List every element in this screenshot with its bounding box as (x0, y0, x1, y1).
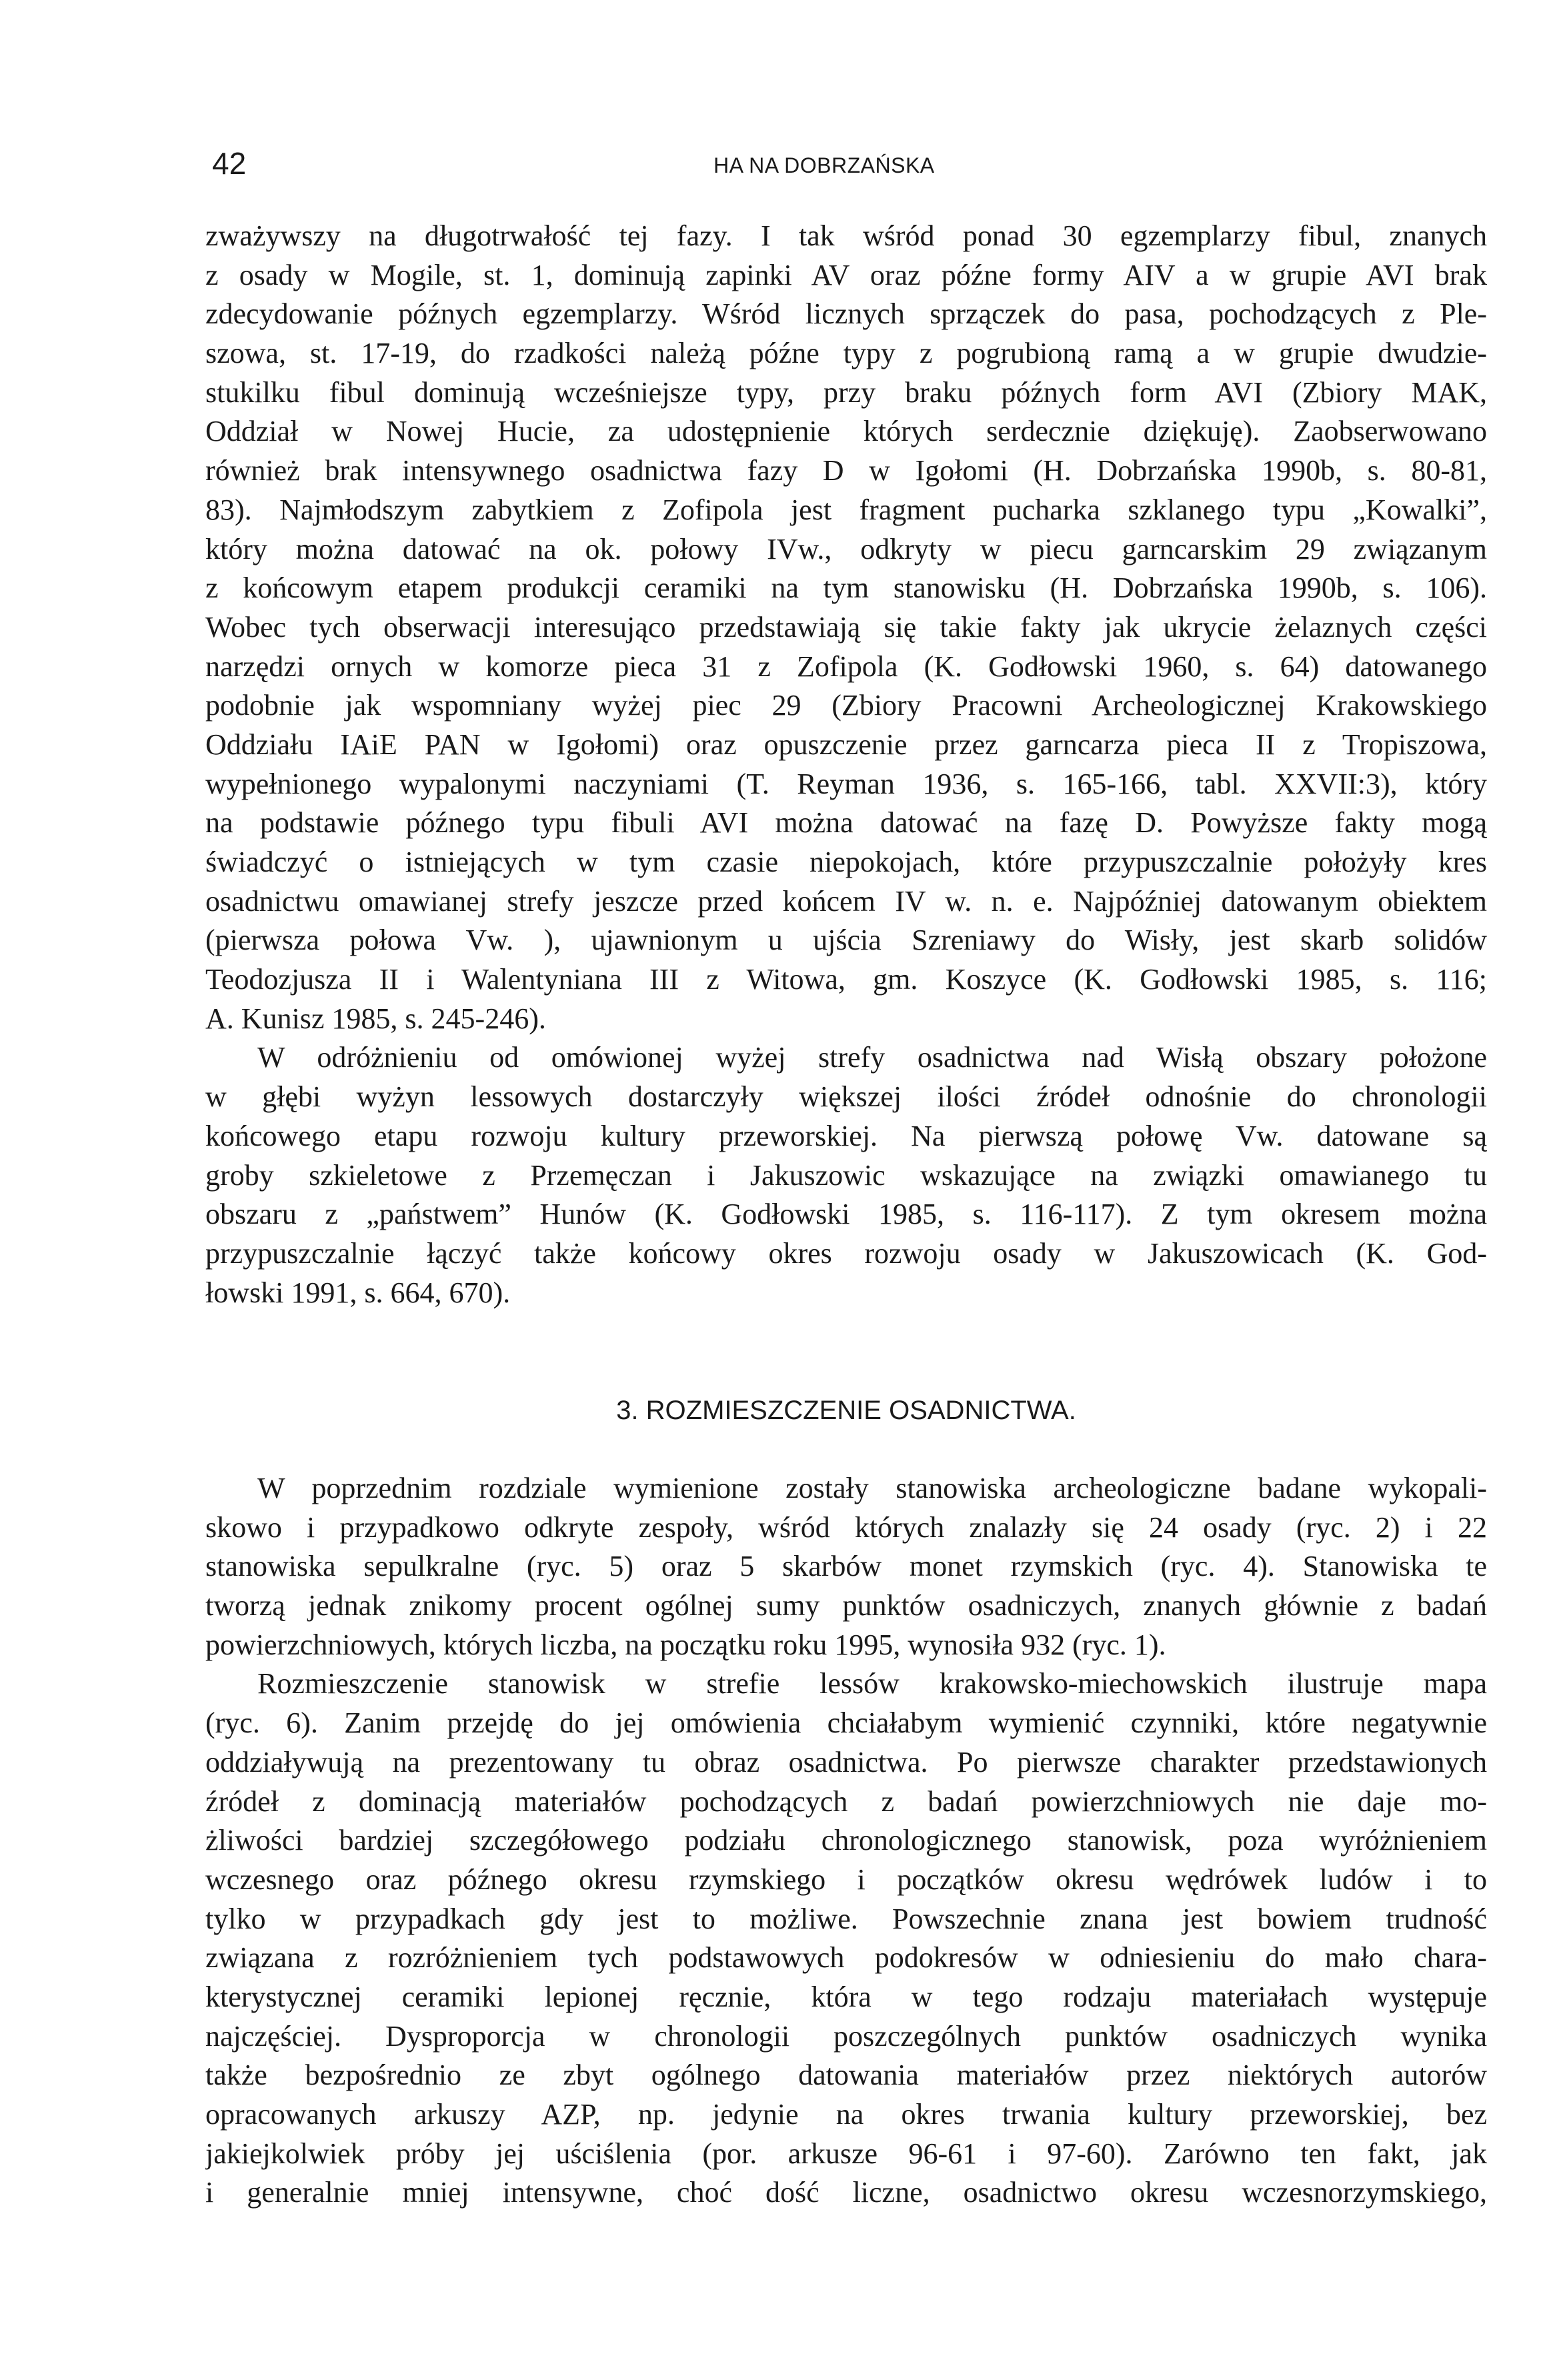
text-line: W poprzednim rozdziale wymienione zostały stanowiska archeologiczne badane wykopali- (257, 1472, 1487, 1504)
running-head: HA NA DOBRZAŃSKA (713, 153, 935, 177)
text-line: świadczyć o istniejących w tym czasie niepokojach, które przypuszczalnie położyły kres (205, 846, 1487, 878)
text-line: i generalnie mniej intensywne, choć dość liczne, osadnictwo okresu wczesnorzymskiego, (205, 2176, 1487, 2209)
text-line: tworzą jednak znikomy procent ogólnej sumy punktów osadniczych, znanych głównie z badań (205, 1589, 1487, 1622)
text-line: na podstawie późnego typu fibuli AVI można datować na fazę D. Powyższe fakty mogą (205, 806, 1487, 840)
text-line: najczęściej. Dysproporcja w chronologii poszczególnych punktów osadniczych wynika (205, 2019, 1487, 2053)
text-line: Rozmieszczenie stanowisk w strefie lessów krakowsko-miechowskich ilustruje mapa (257, 1667, 1487, 1700)
text-line: (ryc. 6). Zanim przejdę do jej omówienia chciałabym wymienić czynniki, które negatywnie (205, 1706, 1487, 1740)
text-line: (pierwsza połowa Vw. ), ujawnionym u ujścia Szreniawy do Wisły, jest skarb solidów (205, 924, 1487, 957)
blank-line (205, 1312, 1487, 1352)
text-line: z końcowym etapem produkcji ceramiki na tym stanowisku (H. Dobrzańska 1990b, s. 106). (205, 571, 1487, 605)
text-line: groby szkieletowe z Przemęczan i Jakuszowic wskazujące na związki omawianego tu (205, 1158, 1487, 1192)
blank-line (205, 1430, 1487, 1469)
text-line: jakiejkolwiek próby jej uściślenia (por. arkusze 96-61 i 97-60). Zarówno ten fakt, jak (205, 2137, 1487, 2170)
text-line: skowo i przypadkowo odkryte zespoły, wśród których znalazły się 24 osady (ryc. 2) i 22 (205, 1510, 1487, 1544)
text-line: wypełnionego wypalonymi naczyniami (T. Reyman 1936, s. 165-166, tabl. XXVII:3), który (205, 767, 1487, 800)
text-line: związana z rozróżnieniem tych podstawowych podokresów w odniesieniu do mało chara- (205, 1941, 1487, 1975)
text-line: Oddział w Nowej Hucie, za udostępnienie których serdecznie dziękuję). Zaobserwowano (205, 415, 1487, 448)
text-line: podobnie jak wspomniany wyżej piec 29 (Zbiory Pracowni Archeologicznej Krakowskiego (205, 689, 1487, 722)
text-line: przypuszczalnie łączyć także końcowy okres rozwoju osady w Jakuszowicach (K. God- (205, 1236, 1487, 1270)
text-line: wczesnego oraz późnego okresu rzymskiego i początków okresu wędrówek ludów i to (205, 1863, 1487, 1896)
text-line: w głębi wyżyn lessowych dostarczyły większej ilości źródeł odnośnie do chronologii (205, 1080, 1487, 1114)
text-line: końcowego etapu rozwoju kultury przeworskiej. Na pierwszą połowę Vw. datowane są (205, 1119, 1487, 1152)
text-line: W odróżnieniu od omówionej wyżej strefy osadnictwa nad Wisłą obszary położone (257, 1041, 1487, 1074)
text-line: szowa, st. 17-19, do rzadkości należą późne typy z pogrubioną ramą a w grupie dwudzie- (205, 337, 1487, 370)
blank-line (205, 1352, 1487, 1391)
text-line: obszaru z „państwem” Hunów (K. Godłowski 1985, s. 116-117). Z tym okresem można (205, 1198, 1487, 1231)
text-line: który można datować na ok. połowy IVw., odkryty w piecu garncarskim 29 związanym (205, 532, 1487, 565)
text-line: kterystycznej ceramiki lepionej ręcznie, która w tego rodzaju materiałach występuje (205, 1980, 1487, 2013)
text-line: zważywszy na długotrwałość tej fazy. I tak wśród ponad 30 egzemplarzy fibul, znanych (205, 219, 1487, 252)
section-heading: 3. ROZMIESZCZENIE OSADNICTWA. (616, 1395, 1076, 1425)
text-line: powierzchniowych, których liczba, na początku roku 1995, wynosiła 932 (ryc. 1). (205, 1628, 1166, 1661)
text-line: narzędzi ornych w komorze pieca 31 z Zofipola (K. Godłowski 1960, s. 64) datowanego (205, 650, 1487, 683)
text-line: 83). Najmłodszym zabytkiem z Zofipola jest fragment pucharka szklanego typu „Kowalki”, (205, 493, 1487, 526)
text-line: oddziaływują na prezentowany tu obraz osadnictwa. Po pierwsze charakter przedstawionych (205, 1745, 1487, 1778)
text-line: opracowanych arkuszy AZP, np. jedynie na okres trwania kultury przeworskiej, bez (205, 2098, 1487, 2131)
text-line: także bezpośrednio ze zbyt ogólnego datowania materiałów przez niektórych autorów (205, 2059, 1487, 2092)
text-line: A. Kunisz 1985, s. 245-246). (205, 1002, 546, 1035)
text-line: stanowiska sepulkralne (ryc. 5) oraz 5 skarbów monet rzymskich (ryc. 4). Stanowiska te (205, 1550, 1487, 1583)
text-line: również brak intensywnego osadnictwa fazy D w Igołomi (H. Dobrzańska 1990b, s. 80-81, (205, 454, 1487, 487)
text-line: Teodozjusza II i Walentyniana III z Witowa, gm. Koszyce (K. Godłowski 1985, s. 116; (205, 963, 1487, 996)
text-line: źródeł z dominacją materiałów pochodzących z badań powierzchniowych nie daje mo- (205, 1784, 1487, 1818)
text-line: tylko w przypadkach gdy jest to możliwe. Powszechnie znana jest bowiem trudność (205, 1902, 1487, 1935)
text-line: zdecydowanie późnych egzemplarzy. Wśród licznych sprzączek do pasa, pochodzących z Ple- (205, 297, 1487, 331)
text-line: żliwości bardziej szczegółowego podziału chronologicznego stanowisk, poza wyróżnieniem (205, 1824, 1487, 1857)
text-line: łowski 1991, s. 664, 670). (205, 1276, 511, 1309)
text-line: Wobec tych obserwacji interesująco przedstawiają się takie fakty jak ukrycie żelaznych części (205, 610, 1487, 644)
body-text (205, 217, 1487, 2213)
text-line: stukilku fibul dominują wcześniejsze typy, przy braku późnych form AVI (Zbiory MAK, (205, 375, 1487, 409)
text-line: z osady w Mogile, st. 1, dominują zapinki AV oraz późne formy AIV a w grupie AVI brak (205, 258, 1487, 291)
text-line: Oddziału IAiE PAN w Igołomi) oraz opuszczenie przez garncarza pieca II z Tropiszowa, (205, 728, 1487, 761)
text-line: osadnictwu omawianej strefy jeszcze przed końcem IV w. n. e. Najpóźniej datowanym obiektem (205, 884, 1487, 918)
page-number: 42 (212, 146, 247, 181)
